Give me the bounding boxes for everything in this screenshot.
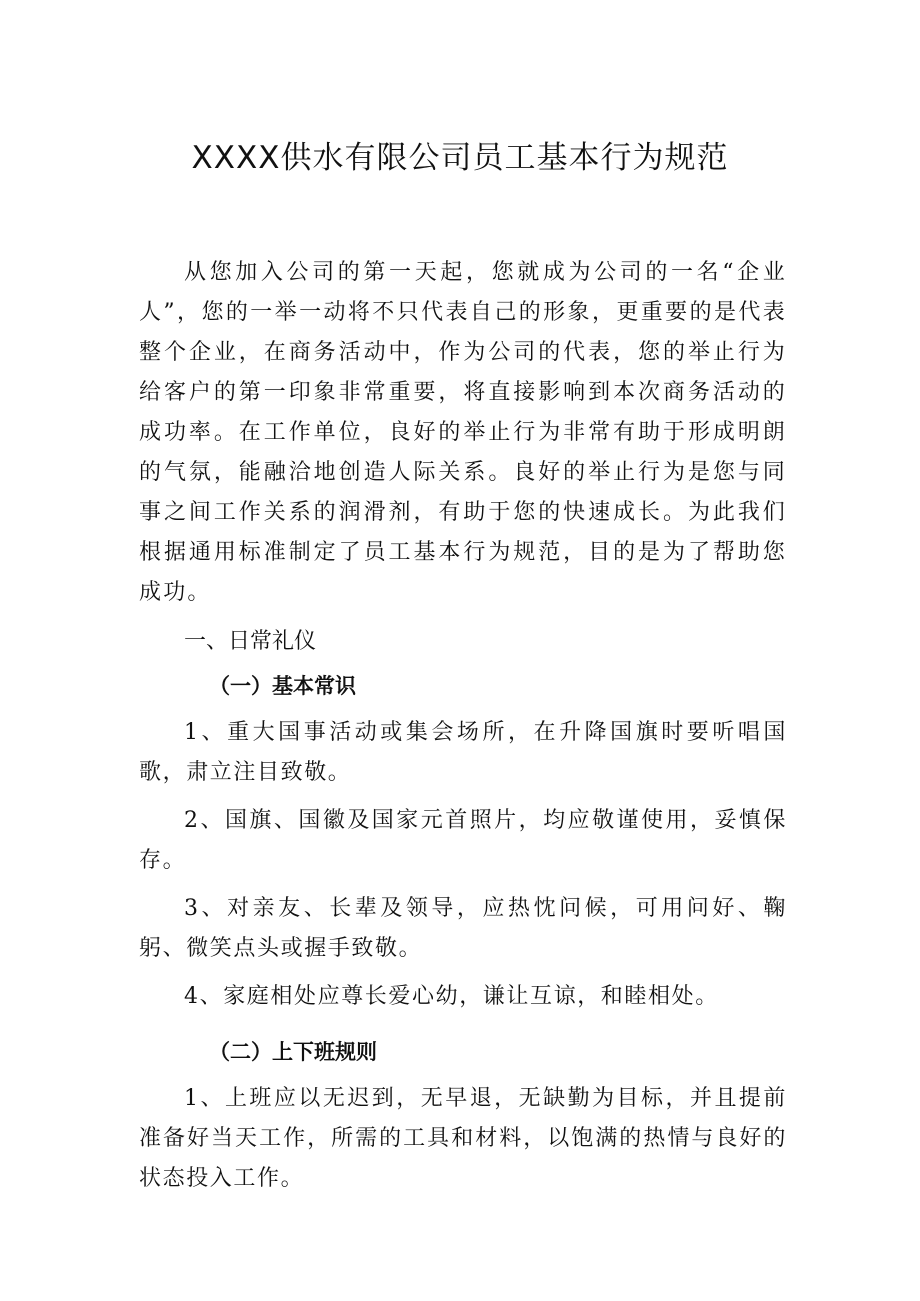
section-heading-daily-etiquette: 一、日常礼仪 [184,629,317,654]
document-title: XXXX供水有限公司员工基本行为规范 [191,140,729,176]
document-body [139,253,787,1199]
subsection-heading-commute-rules: （二）上下班规则 [209,1040,377,1064]
intro-paragraph: 从您加入公司的第一天起，您就成为公司的一名“企业人”，您的一举一动将不只代表自己的形象，更重要的是代表整个企业，在商务活动中，作为公司的代表，您的举止行为给客户的第一印象非常重要，将直接影响到本次商务活动的成功率。在工作单位，良好的举止行为非常有助于形成明朗的气氛，能融洽地创造人际关系。良好的举止行为是您与同事之间工作关系的润滑剂，有助于您的快速成长。为此我们根据通用标准制定了员工基本行为规范，目的是为了帮助您成功。 [139,260,787,605]
subsection-heading-basic-knowledge: （一）基本常识 [209,674,356,698]
list-item: 1、重大国事活动或集会场所，在升降国旗时要听唱国歌，肃立注目致敬。 [139,720,787,785]
list-item: 1、上班应以无迟到，无早退，无缺勤为目标，并且提前准备好当天工作，所需的工具和材料，以饱满的热情与良好的状态投入工作。 [139,1086,787,1191]
list-item: 2、国旗、国徽及国家元首照片，均应敬谨使用，妥慎保存。 [139,808,787,873]
list-item: 3、对亲友、长辈及领导，应热忱问候，可用问好、鞠躬、微笑点头或握手致敬。 [139,896,787,961]
list-item: 4、家庭相处应尊长爱心幼，谦让互谅，和睦相处。 [184,984,719,1009]
